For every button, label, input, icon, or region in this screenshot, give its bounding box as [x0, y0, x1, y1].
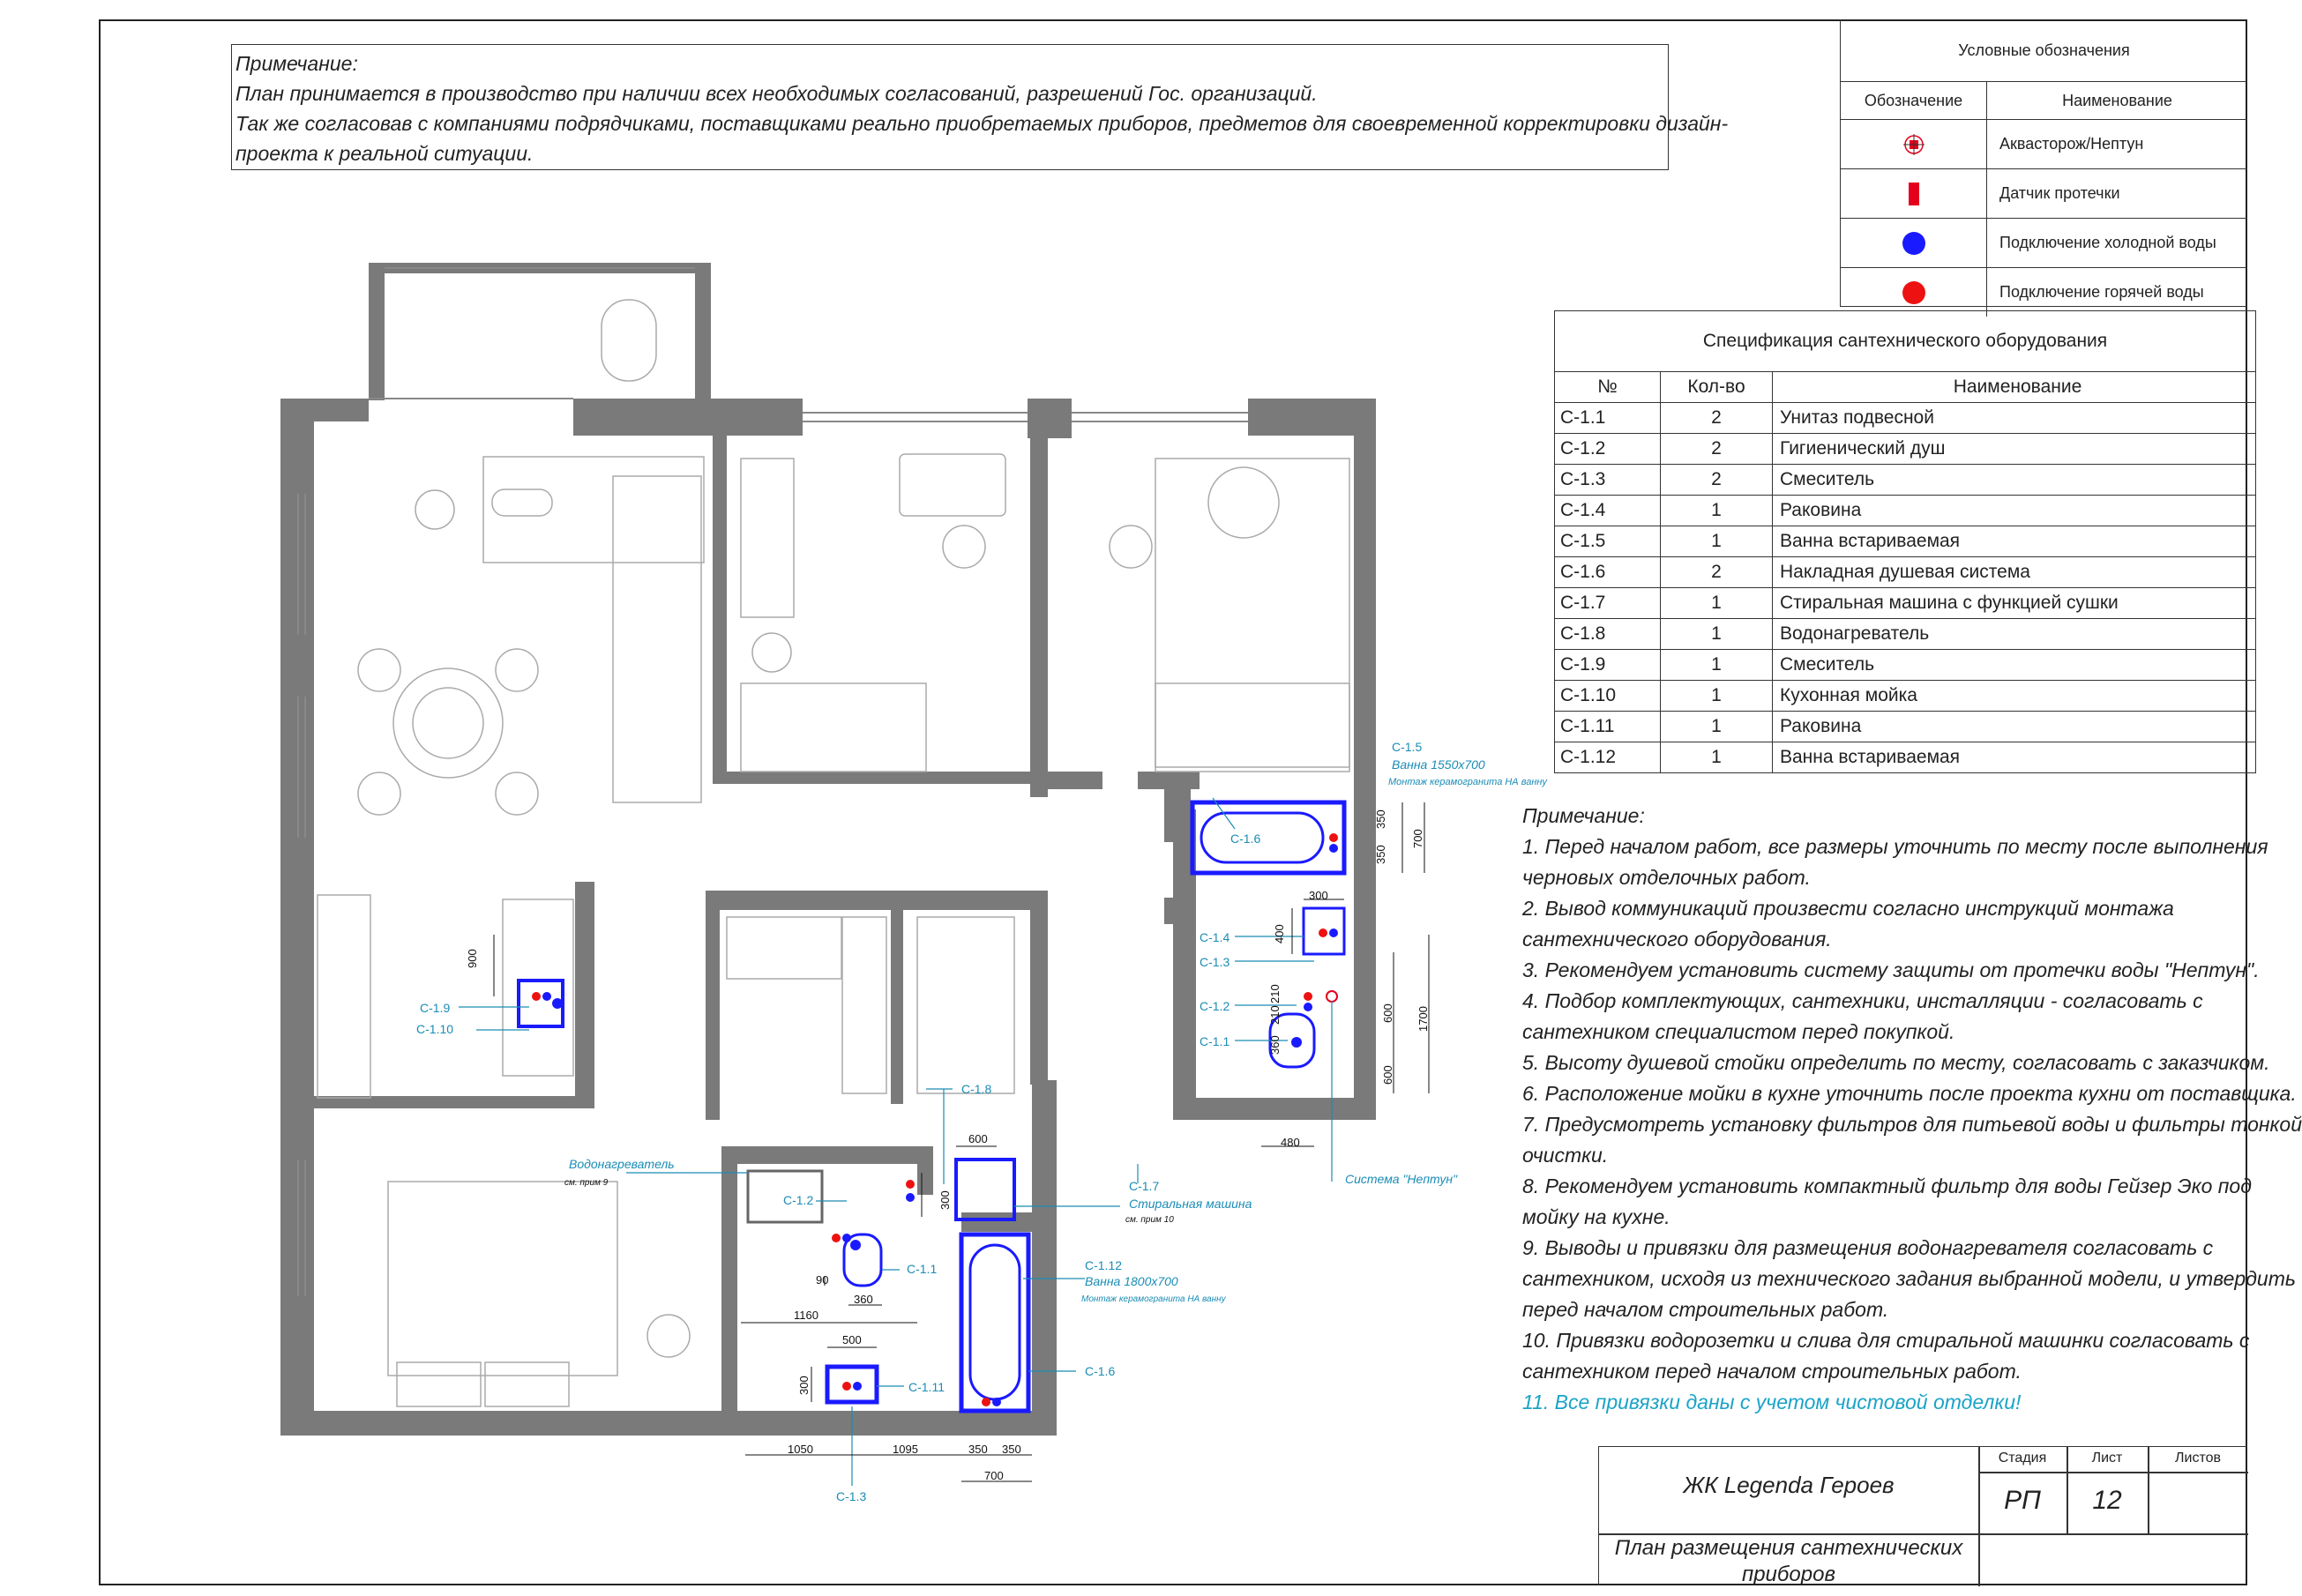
- dim-label: 1050: [788, 1443, 813, 1456]
- dim-label: 1095: [893, 1443, 918, 1456]
- notes-line: перед началом строительных работ.: [1522, 1298, 1889, 1321]
- spec-cell-qty: 1: [1661, 496, 1773, 526]
- spec-row: [1555, 742, 2255, 772]
- spec-cell-no: С-1.2: [1555, 434, 1661, 464]
- spec-cell-name: Ванна встариваемая: [1780, 747, 1961, 767]
- legend-col-name: Наименование: [2062, 91, 2172, 109]
- label-c13a: С-1.3: [1200, 955, 1230, 969]
- project-name: ЖК Legenda Героев: [1683, 1472, 1895, 1498]
- legend-table: [1840, 19, 2247, 307]
- dim-label: 300: [1309, 889, 1328, 902]
- spec-cell-qty: 1: [1661, 712, 1773, 742]
- notes-line: 3. Рекомендуем установить систему защиты от протечки воды "Нептун".: [1522, 958, 2260, 981]
- label-c112-bath: Ванна 1800x700: [1085, 1274, 1178, 1288]
- spec-cell-name: Раковина: [1780, 500, 1862, 520]
- notes-highlight: 11. Все привязки даны с учетом чистовой отделки!: [1522, 1391, 2022, 1413]
- dim-label: 90: [816, 1273, 829, 1286]
- sink-c111: [827, 1367, 877, 1402]
- spec-cell-name: Водонагреватель: [1780, 623, 1930, 644]
- spec-row: [1555, 681, 2255, 712]
- label-c13b: С-1.3: [836, 1489, 867, 1503]
- dimension-labels: [466, 809, 1430, 1482]
- notes-line: 6. Расположение мойки в кухне уточнить после проекта кухни от поставщика.: [1522, 1082, 2297, 1105]
- spec-row: [1555, 588, 2255, 619]
- legend-label: Аквасторож/Нептун: [1999, 135, 2144, 153]
- notes-line: 1. Перед началом работ, все размеры уточнить по месту после выполнения: [1522, 835, 2268, 858]
- label-c18: С-1.8: [961, 1082, 992, 1096]
- label-washer: Стиральная машина: [1129, 1197, 1252, 1211]
- spec-cell-no: С-1.1: [1555, 403, 1661, 433]
- legend-label: Подключение горячей воды: [1999, 283, 2204, 301]
- notes-line: черновых отделочных работ.: [1522, 866, 1811, 889]
- sheet-title-line: приборов: [1742, 1562, 1835, 1586]
- dim-label: 210: [1268, 984, 1282, 1003]
- legend-row: [1841, 268, 2247, 317]
- spec-table: [1554, 310, 2256, 773]
- spec-cell-name: Гигиенический душ: [1780, 438, 1946, 459]
- spec-cell-no: С-1.10: [1555, 681, 1661, 711]
- notes-line: сантехником, исходя из технического задания выбранной модели, и утвердить: [1522, 1267, 2296, 1290]
- spec-cell-no: С-1.12: [1555, 742, 1661, 772]
- leak-sensor-icon: [1908, 182, 1920, 206]
- sheet-title: [1599, 1535, 1978, 1588]
- label-heater-note: см. прим 9: [564, 1178, 609, 1188]
- legend-label: Датчик протечки: [1999, 184, 2120, 202]
- legend-row: [1841, 169, 2247, 219]
- legend-label: Подключение холодной воды: [1999, 234, 2216, 251]
- label-c11a: С-1.1: [1200, 1034, 1230, 1048]
- dim-label: 480: [1281, 1136, 1300, 1149]
- spec-cell-no: С-1.9: [1555, 650, 1661, 680]
- stage-value: РП: [2004, 1486, 2041, 1515]
- spec-row: [1555, 526, 2255, 557]
- stage-label: Стадия: [1998, 1451, 2047, 1465]
- spec-cell-qty: 2: [1661, 465, 1773, 495]
- spec-cell-no: С-1.8: [1555, 619, 1661, 649]
- notes-line: 4. Подбор комплектующих, сантехники, инсталляции - согласовать с: [1522, 989, 2203, 1012]
- label-c112-note: Монтаж керамогранита НА ванну: [1081, 1294, 1226, 1304]
- dim-label: 350: [1002, 1443, 1021, 1456]
- spec-cell-no: С-1.7: [1555, 588, 1661, 618]
- spec-col-qty: Кол-во: [1661, 372, 1773, 402]
- notes-title: Примечание:: [1522, 804, 1645, 827]
- sheet-label: Лист: [2091, 1451, 2123, 1465]
- spec-cell-qty: 2: [1661, 434, 1773, 464]
- dim-label: 300: [797, 1376, 811, 1395]
- spec-row: [1555, 619, 2255, 650]
- label-c16b: С-1.6: [1085, 1364, 1116, 1378]
- dim-label: 600: [968, 1132, 988, 1145]
- spec-cell-qty: 1: [1661, 619, 1773, 649]
- top-note-line: Так же согласовав с компаниями подрядчиками, поставщиками реально приобретаемых приборов, предметов для своевременной корректировки дизайн-: [235, 112, 1729, 135]
- label-washer-note: см. прим 10: [1125, 1215, 1174, 1225]
- notes-line: 10. Привязки водорозетки и слива для стиральной машинки согласовать с: [1522, 1329, 2250, 1352]
- aquastop-icon: [1902, 133, 1925, 156]
- notes-line: 8. Рекомендуем установить компактный фильтр для воды Гейзер Эко под: [1522, 1175, 2252, 1197]
- sheet-title-line: План размещения сантехнических: [1614, 1536, 1963, 1560]
- sheets-label: Листов: [2175, 1451, 2221, 1465]
- spec-cell-no: С-1.4: [1555, 496, 1661, 526]
- dim-label: 400: [1273, 924, 1286, 943]
- label-c12b: С-1.2: [783, 1193, 814, 1207]
- dim-label: 350: [1374, 809, 1387, 829]
- spec-row: [1555, 557, 2255, 588]
- dim-label: 900: [466, 949, 479, 968]
- washer: [956, 1160, 1014, 1219]
- top-note-title: Примечание:: [235, 52, 358, 75]
- label-c16a: С-1.6: [1230, 832, 1261, 846]
- spec-cell-qty: 1: [1661, 742, 1773, 772]
- spec-cell-qty: 1: [1661, 526, 1773, 556]
- label-c112: С-1.12: [1085, 1258, 1123, 1272]
- dim-label: 350: [1374, 845, 1387, 864]
- spec-col-no: №: [1555, 372, 1661, 402]
- label-c110: С-1.10: [416, 1022, 454, 1036]
- spec-title: Спецификация сантехнического оборудования: [1555, 311, 2255, 372]
- spec-cell-name: Унитаз подвесной: [1780, 407, 1934, 428]
- spec-cell-qty: 2: [1661, 557, 1773, 587]
- notes-block: [1522, 801, 2302, 1418]
- spec-row: [1555, 496, 2255, 526]
- notes-line: 5. Высоту душевой стойки определить по месту, согласовать с заказчиком.: [1522, 1051, 2270, 1074]
- spec-cell-qty: 1: [1661, 681, 1773, 711]
- spec-cell-qty: 1: [1661, 588, 1773, 618]
- label-c111: С-1.11: [908, 1380, 945, 1394]
- spec-cell-name: Стиральная машина с функцией сушки: [1780, 593, 2119, 613]
- dim-label: 1700: [1416, 1006, 1430, 1032]
- notes-line: 9. Выводы и привязки для размещения водонагревателя согласовать с: [1522, 1236, 2214, 1259]
- label-c19: С-1.9: [420, 1001, 451, 1015]
- label-c11b: С-1.1: [907, 1262, 938, 1276]
- legend-header: [1841, 82, 2247, 120]
- title-block: [1598, 1446, 2247, 1585]
- spec-row: [1555, 650, 2255, 681]
- spec-row: [1555, 712, 2255, 742]
- hot-water-icon: [1901, 280, 1927, 306]
- dim-label: 700: [984, 1469, 1004, 1482]
- spec-cell-name: Ванна встариваемая: [1780, 531, 1961, 551]
- dim-label: 210: [1268, 1005, 1282, 1025]
- spec-cell-qty: 1: [1661, 650, 1773, 680]
- spec-cell-name: Кухонная мойка: [1780, 685, 1917, 705]
- legend-title: Условные обозначения: [1841, 19, 2247, 82]
- walls: [280, 263, 1376, 1436]
- dim-label: 360: [854, 1293, 873, 1306]
- notes-line: сантехником специалистом перед покупкой.: [1522, 1020, 1955, 1043]
- spec-cell-no: С-1.3: [1555, 465, 1661, 495]
- spec-cell-no: С-1.5: [1555, 526, 1661, 556]
- label-c15-bath: Ванна 1550x700: [1392, 757, 1485, 772]
- dim-label: 1160: [794, 1309, 818, 1322]
- spec-row: [1555, 403, 2255, 434]
- legend-row: [1841, 120, 2247, 169]
- spec-cell-name: Смеситель: [1780, 654, 1875, 675]
- sheet-value: 12: [2092, 1486, 2122, 1515]
- dim-label: 360: [1268, 1035, 1282, 1055]
- cold-water-icon: [1901, 230, 1927, 257]
- top-note-line: проекта к реальной ситуации.: [235, 142, 534, 165]
- dim-label: 300: [938, 1190, 952, 1210]
- legend-row: [1841, 219, 2247, 268]
- spec-cell-no: С-1.6: [1555, 557, 1661, 587]
- dim-label: 600: [1381, 1003, 1394, 1023]
- label-c12a: С-1.2: [1200, 999, 1230, 1013]
- label-neptun: Система "Нептун": [1345, 1172, 1458, 1186]
- dim-label: 350: [968, 1443, 988, 1456]
- spec-cell-name: Накладная душевая система: [1780, 562, 2030, 582]
- spec-cell-qty: 2: [1661, 403, 1773, 433]
- spec-cell-name: Смеситель: [1780, 469, 1875, 489]
- spec-cell-no: С-1.11: [1555, 712, 1661, 742]
- spec-row: [1555, 465, 2255, 496]
- notes-line: сантехнического оборудования.: [1522, 928, 1832, 951]
- label-c17: С-1.7: [1129, 1179, 1160, 1193]
- spec-header: [1555, 372, 2255, 403]
- spec-cell-name: Раковина: [1780, 716, 1862, 736]
- legend-col-symbol: Обозначение: [1841, 82, 1987, 119]
- notes-line: 2. Вывод коммуникаций произвести согласно инструкций монтажа: [1522, 897, 2174, 920]
- dim-label: 500: [842, 1333, 862, 1346]
- label-c15-note: Монтаж керамогранита НА ванну: [1388, 777, 1547, 787]
- notes-line: сантехником перед началом строительных работ.: [1522, 1360, 2022, 1383]
- top-note-line: План принимается в производство при наличии всех необходимых согласований, разрешений Гос. организаций.: [235, 82, 1318, 105]
- label-c15: С-1.5: [1392, 740, 1423, 754]
- label-heater: Водонагреватель: [569, 1157, 675, 1171]
- dim-label: 600: [1381, 1065, 1394, 1085]
- toilet-c11b: [844, 1234, 881, 1286]
- notes-line: 7. Предусмотреть установку фильтров для питьевой воды и фильтры тонкой: [1522, 1113, 2302, 1136]
- spec-col-name: Наименование: [1953, 377, 2082, 397]
- notes-line: мойку на кухне.: [1522, 1205, 1670, 1228]
- notes-line: очистки.: [1522, 1144, 1609, 1167]
- spec-row: [1555, 434, 2255, 465]
- label-c14: С-1.4: [1200, 930, 1230, 944]
- dim-label: 700: [1411, 829, 1424, 848]
